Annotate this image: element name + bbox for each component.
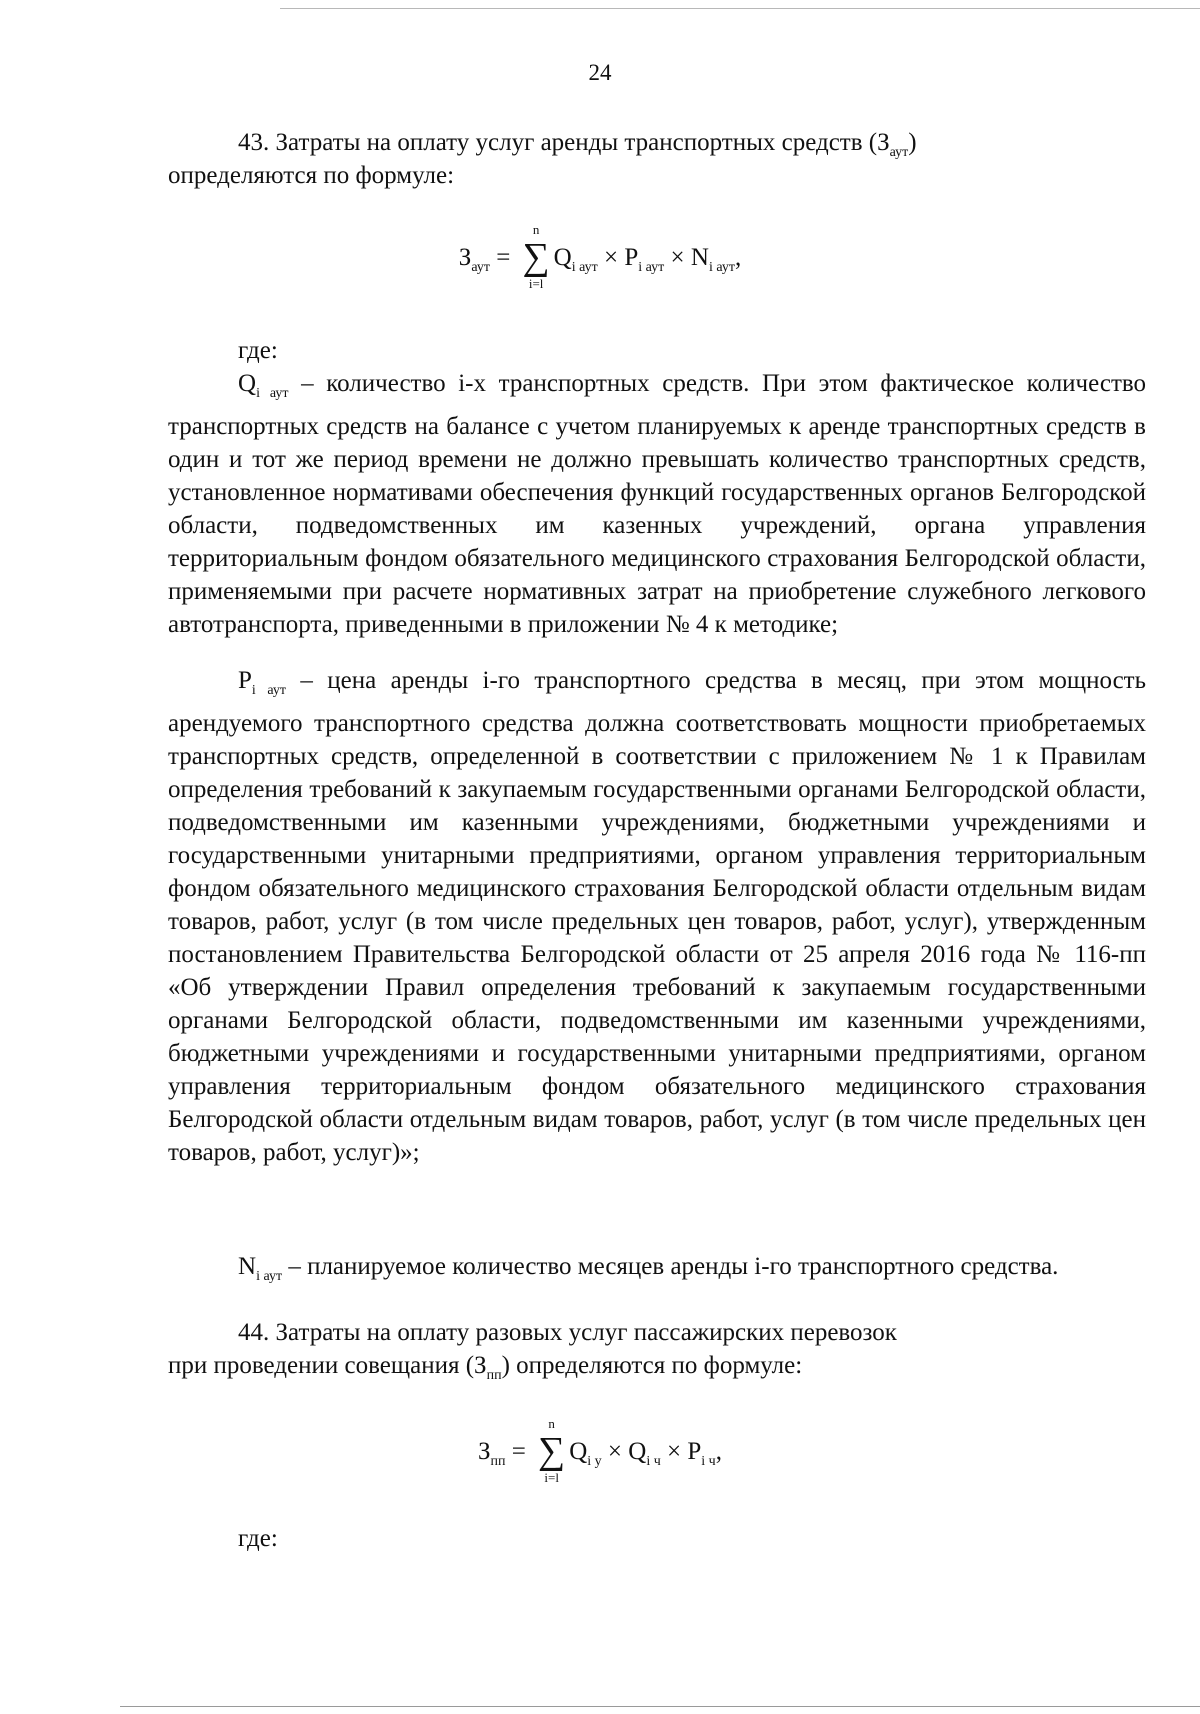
definition-n-sub: i аут [256, 1269, 283, 1284]
formula-43-p-sub: i аут [638, 260, 665, 275]
item-44-intro-sub: пп [486, 1368, 502, 1383]
formula-44-p-sub: i ч [701, 1454, 716, 1469]
definition-n-symbol: N [238, 1253, 257, 1280]
item-43-intro-text: 43. Затраты на оплату услуг аренды транспортных средств (З [238, 129, 890, 156]
item-44-intro-text: при проведении совещания (З [168, 1352, 487, 1379]
formula-43-comma: , [734, 244, 742, 271]
formula-43-times-1: × [603, 244, 619, 271]
scan-edge-bottom [120, 1706, 1200, 1707]
definition-p-text: – цена аренды i-го транспортного средства в месяц, при этом мощность арендуемого транспортного средства должна соответствовать мощности приобретаемых транспортных средств, определенной в соответствии с приложением № 1 к Правилам определения требований к закупаемым государственными органами Белгородской области, подведомственными им казенными учреждениями, бюджетными учреждениями и государственными унитарными предприятиями, органом управления территориальным фондом обязательного медицинского страхования Белгородской области отдельным видам товаров, работ, услуг (в том числе предельных цен товаров, работ, услуг), утвержденным постановлением Правительства Белгородской области от 25 апреля 2016 года № 116-пп «Об утверждении Правил определения требований к закупаемым государственными органами Белгородской области, подведомственными им казенными учреждениями, бюджетными учреждениями и государственными унитарными предприятиями, органом управления территориальным фондом обязательного медицинского страхования Белгородской области отдельным видам товаров, работ, услуг (в том числе предельных цен товаров, работ, услуг)»; [168, 667, 1146, 1166]
formula-43-q: Q [553, 244, 572, 271]
definition-q-symbol: Q [238, 370, 257, 397]
item-43-intro-line2: определяются по формуле: [168, 162, 455, 189]
page-number: 24 [588, 60, 612, 85]
sum-lower-limit: i=l [544, 1470, 559, 1485]
formula-43-n-sub: i аут [708, 260, 735, 275]
where-label-44: где: [238, 1525, 278, 1552]
formula-43-times-2: × [670, 244, 685, 271]
item-43-intro-close: ) [908, 129, 917, 156]
definition-q-text: – количество i-х транспортных средств. При этом фактическое количество транспортных средств на балансе с учетом планируемых к аренде транспортных средств в один и тот же период времени не должно превышать количество транспортных средств, установленное нормативами обеспечения функций государственных органов Белгородской области, подведомственных им казенных учреждений, органа управления территориальным фондом обязательного медицинского страхования Белгородской области, применяемыми при расчете нормативных затрат на приобретение служебного легкового автотранспорта, приведенными в приложении № 4 к методике; [168, 370, 1146, 638]
sum-upper-limit: n [548, 1416, 555, 1431]
item-44-intro: 44. Затраты на оплату разовых услуг пассажирских перевозок [238, 1319, 897, 1346]
definition-n-text: – планируемое количество месяцев аренды i-го транспортного средства. [282, 1253, 1059, 1280]
formula-44-times-2: × [667, 1438, 682, 1465]
formula-43-equals: = [496, 244, 511, 271]
formula-44-q2-sub: i ч [646, 1454, 661, 1469]
sum-symbol [522, 222, 550, 291]
formula-43-p: P [624, 244, 639, 271]
definition-q-sub: i аут [256, 386, 289, 401]
formula-44-q1: Q [569, 1438, 588, 1465]
item-44-intro-end: ) определяются по формуле: [501, 1352, 803, 1379]
sum-lower-limit: i=l [528, 276, 544, 291]
item-43-intro-sub: аут [889, 145, 909, 160]
formula-43-lhs-sub: аут [471, 260, 490, 275]
formula-44-equals: = [511, 1438, 526, 1465]
scan-edge-top [280, 8, 1200, 9]
item-44-intro-line2 [168, 1349, 1146, 1392]
formula-44-q2: Q [628, 1438, 647, 1465]
definition-n [168, 1250, 1146, 1293]
formula-43-n: N [690, 244, 709, 271]
definition-p [168, 664, 1146, 1169]
formula-44-q1-sub: i у [587, 1454, 602, 1469]
sigma-glyph: ∑ [522, 236, 550, 278]
formula-44-p: P [687, 1438, 702, 1465]
formula-44 [0, 1416, 1200, 1485]
definition-q [168, 367, 1146, 641]
formula-43 [0, 222, 1200, 291]
formula-43-lhs: З [458, 244, 472, 271]
sum-symbol [538, 1416, 566, 1485]
sigma-glyph: ∑ [538, 1430, 566, 1472]
formula-44-comma: , [715, 1438, 722, 1465]
formula-44-lhs: З [478, 1438, 491, 1465]
formula-44-lhs-sub: пп [490, 1454, 506, 1469]
formula-44-times-1: × [607, 1438, 623, 1465]
definition-p-sub: i аут [251, 683, 287, 698]
formula-43-q-sub: i аут [571, 260, 598, 275]
where-label-43: где: [238, 337, 278, 364]
definition-p-symbol: P [238, 667, 252, 694]
sum-upper-limit: n [532, 222, 540, 237]
